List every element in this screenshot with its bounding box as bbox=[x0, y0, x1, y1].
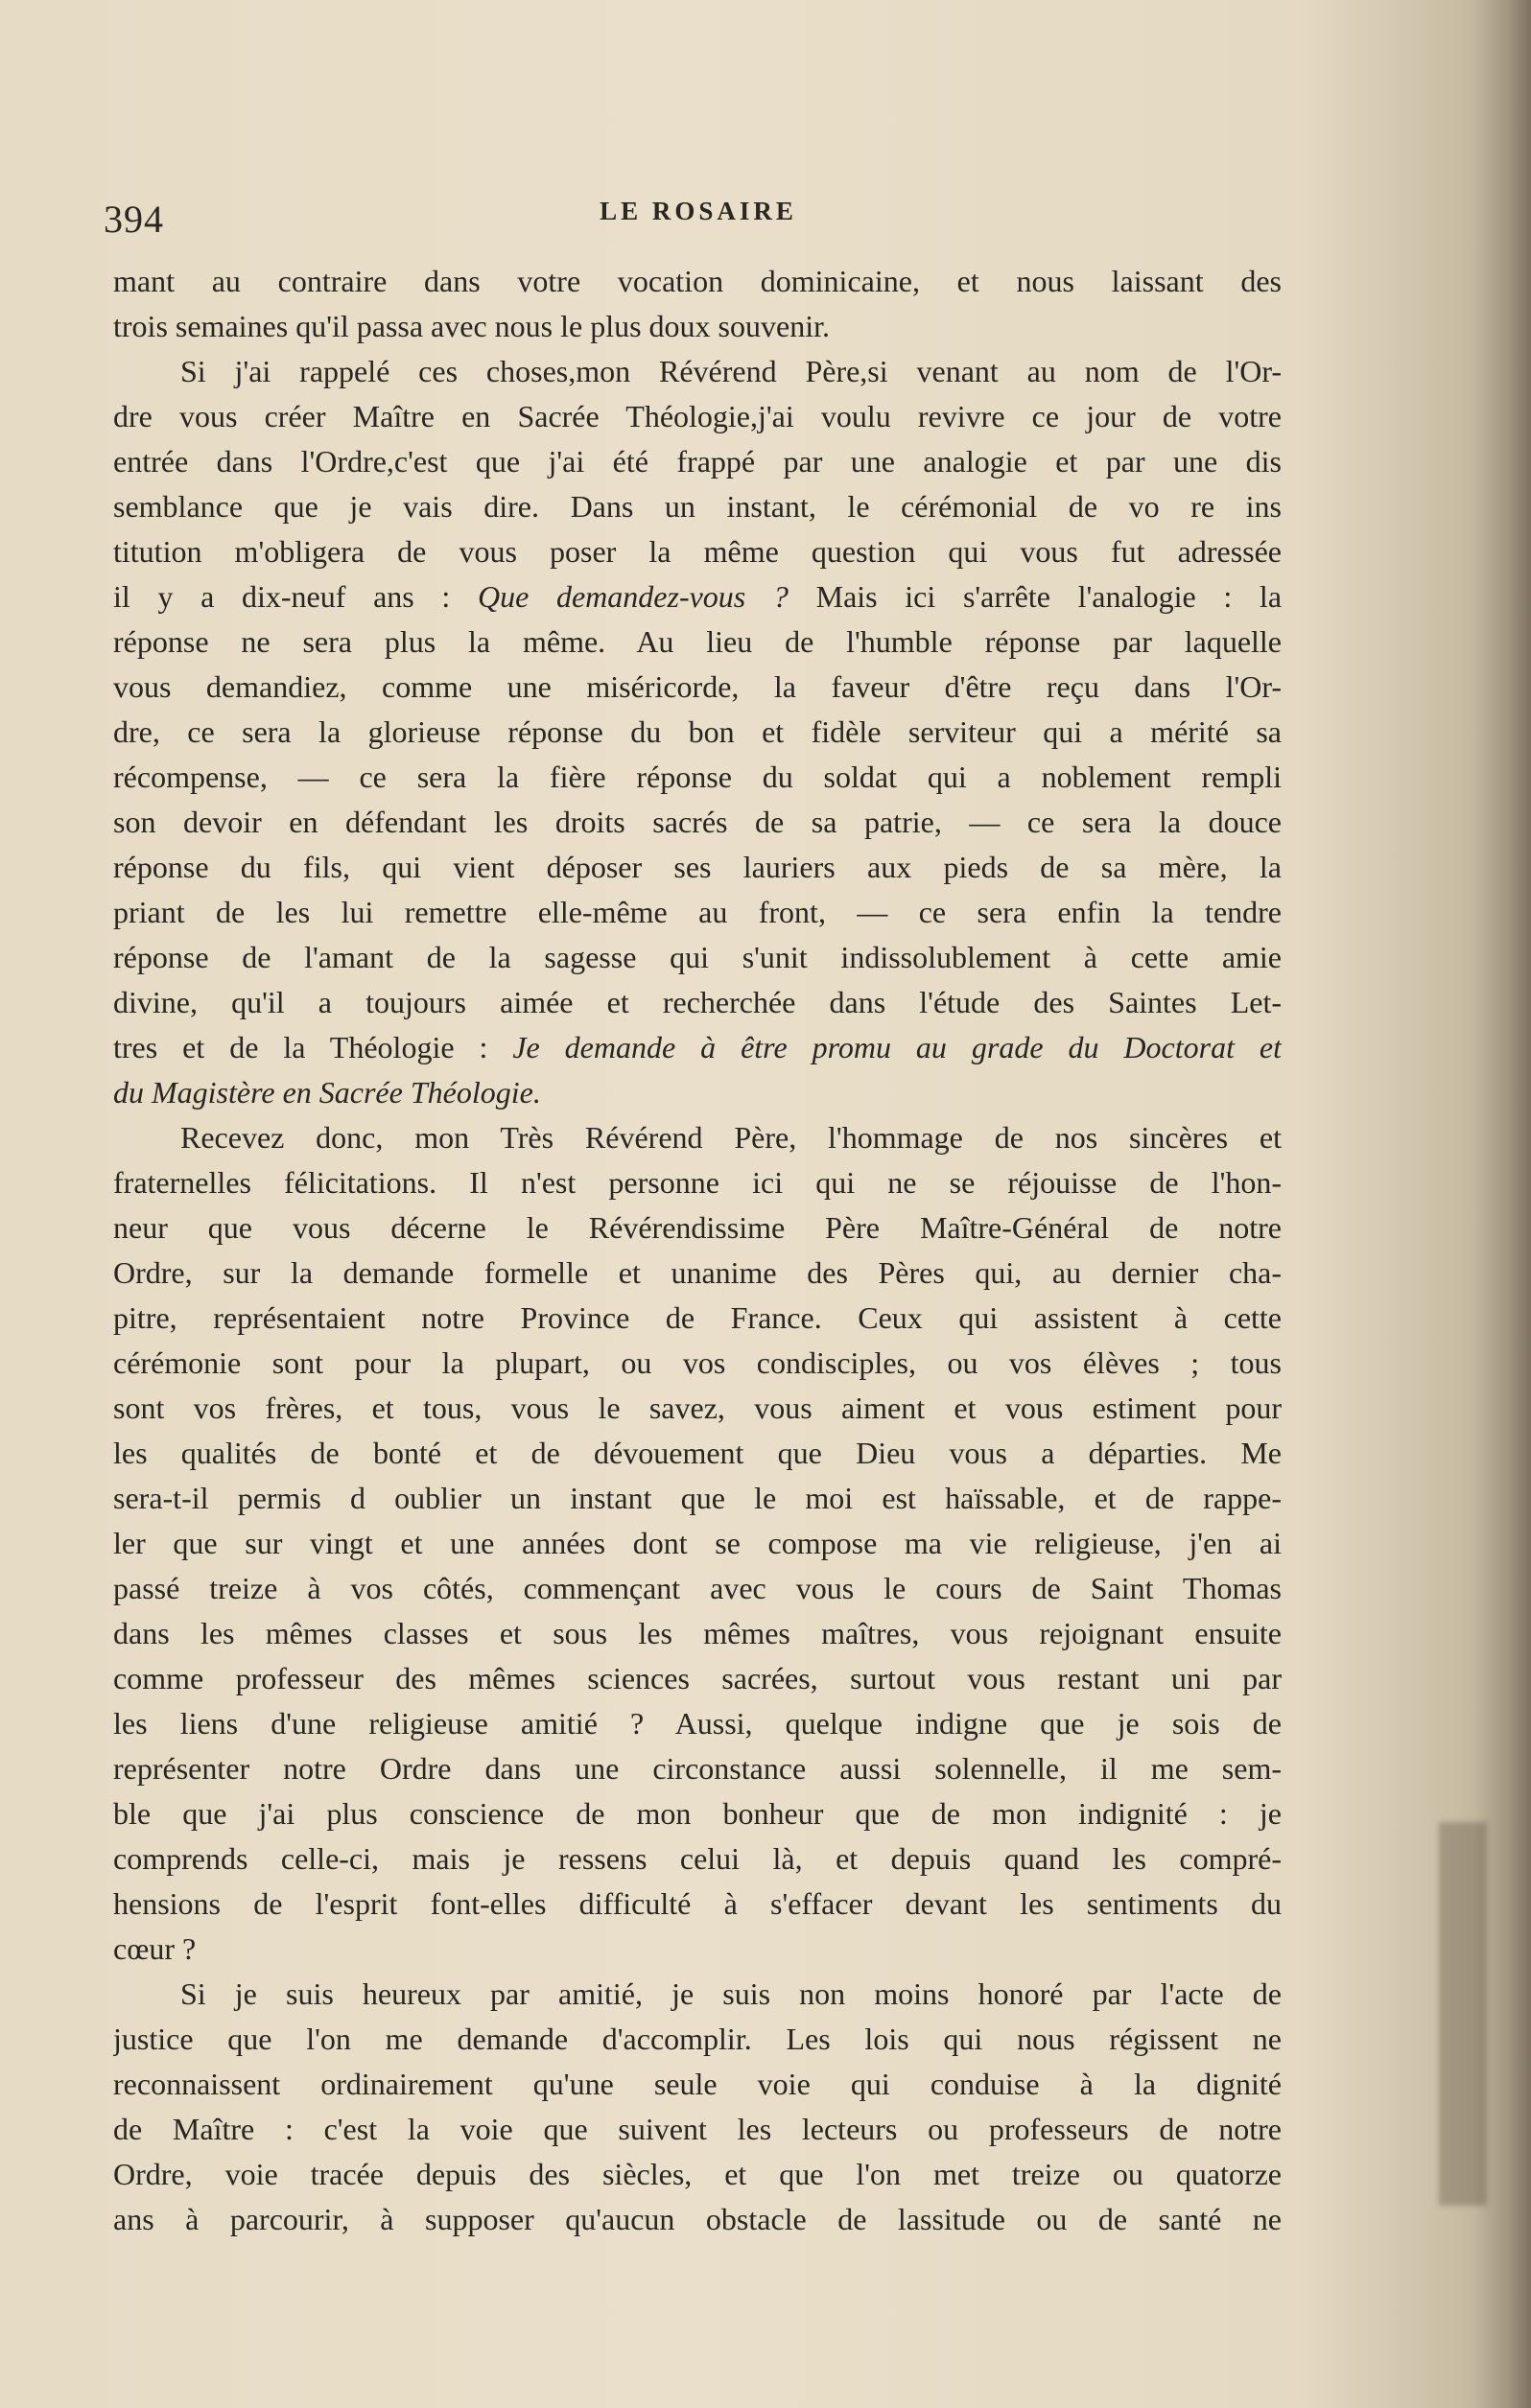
text-line: réponse ne sera plus la même. Au lieu de l'humble réponse par laquelle bbox=[113, 624, 1282, 659]
text-line: justice que l'on me demande d'accomplir. Les lois qui nous régissent ne bbox=[113, 2022, 1282, 2056]
text-segment: Mais ici s'arrête l'analogie : la bbox=[788, 579, 1282, 614]
text-line: les qualités de bonté et de dévouement que Dieu vous a départies. Me bbox=[113, 1436, 1282, 1470]
text-segment: tres et de la Théologie : bbox=[113, 1030, 513, 1064]
text-line: représenter notre Ordre dans une circonstance aussi solennelle, il me sem- bbox=[113, 1751, 1282, 1786]
text-line: dans les mêmes classes et sous les mêmes maîtres, vous rejoignant ensuite bbox=[113, 1616, 1282, 1650]
page-binding-shadow bbox=[1439, 1822, 1487, 2206]
text-line: fraternelles félicitations. Il n'est personne ici qui ne se réjouisse de l'hon- bbox=[113, 1165, 1282, 1200]
text-line: ble que j'ai plus conscience de mon bonheur que de mon indignité : je bbox=[113, 1796, 1282, 1831]
text-line: vous demandiez, comme une miséricorde, la faveur d'être reçu dans l'Or- bbox=[113, 669, 1282, 704]
text-line: hensions de l'esprit font-elles difficulté à s'effacer devant les sentiments du bbox=[113, 1886, 1282, 1921]
text-line: son devoir en défendant les droits sacrés de sa patrie, — ce sera la douce bbox=[113, 805, 1282, 839]
text-line: divine, qu'il a toujours aimée et recherchée dans l'étude des Saintes Let- bbox=[113, 985, 1282, 1019]
text-line: semblance que je vais dire. Dans un instant, le cérémonial de vo re ins bbox=[113, 489, 1282, 524]
text-line: entrée dans l'Ordre,c'est que j'ai été frappé par une analogie et par une dis bbox=[113, 444, 1282, 479]
text-line: les liens d'une religieuse amitié ? Aussi, quelque indigne que je sois de bbox=[113, 1706, 1282, 1741]
text-line: dre vous créer Maître en Sacrée Théologie,j'ai voulu revivre ce jour de votre bbox=[113, 399, 1282, 433]
text-line: cérémonie sont pour la plupart, ou vos condisciples, ou vos élèves ; tous bbox=[113, 1345, 1282, 1380]
text-line: cœur ? bbox=[113, 1931, 197, 1966]
text-line: récompense, — ce sera la fière réponse du soldat qui a noblement rempli bbox=[113, 760, 1282, 794]
text-line: pitre, représentaient notre Province de France. Ceux qui assistent à cette bbox=[113, 1300, 1282, 1335]
text-line: trois semaines qu'il passa avec nous le plus doux souvenir. bbox=[113, 309, 830, 343]
text-line: passé treize à vos côtés, commençant avec vous le cours de Saint Thomas bbox=[113, 1571, 1282, 1605]
text-line-with-italic bbox=[113, 1025, 1282, 1070]
paragraph-start-line: Si j'ai rappelé ces choses,mon Révérend Père,si venant au nom de l'Or- bbox=[180, 354, 1282, 388]
page-number: 394 bbox=[104, 198, 164, 241]
text-line: ler que sur vingt et une années dont se compose ma vie religieuse, j'en ai bbox=[113, 1526, 1282, 1560]
text-line: de Maître : c'est la voie que suivent les lecteurs ou professeurs de notre bbox=[113, 2112, 1282, 2146]
italic-quote: Je demande à être promu au grade du Doctorat et bbox=[512, 1030, 1282, 1064]
text-line: réponse de l'amant de la sagesse qui s'unit indissolublement à cette amie bbox=[113, 940, 1282, 974]
page-header bbox=[104, 197, 1293, 254]
text-line: reconnaissent ordinairement qu'une seule voie qui conduise à la dignité bbox=[113, 2067, 1282, 2101]
text-line: dre, ce sera la glorieuse réponse du bon et fidèle serviteur qui a mérité sa bbox=[113, 714, 1282, 749]
text-line: titution m'obligera de vous poser la même question qui vous fut adressée bbox=[113, 534, 1282, 569]
paragraph-start-line: Si je suis heureux par amitié, je suis non moins honoré par l'acte de bbox=[180, 1976, 1282, 2011]
text-line: comme professeur des mêmes sciences sacrées, surtout vous restant uni par bbox=[113, 1661, 1282, 1695]
text-line: neur que vous décerne le Révérendissime Père Maître-Général de notre bbox=[113, 1210, 1282, 1245]
text-line: ans à parcourir, à supposer qu'aucun obstacle de lassitude ou de santé ne bbox=[113, 2202, 1282, 2236]
body-text bbox=[113, 259, 1282, 2242]
text-line: Ordre, voie tracée depuis des siècles, et que l'on met treize ou quatorze bbox=[113, 2157, 1282, 2191]
text-line: sera-t-il permis d oublier un instant que le moi est haïssable, et de rappe- bbox=[113, 1481, 1282, 1515]
text-line: Ordre, sur la demande formelle et unanime des Pères qui, au dernier cha- bbox=[113, 1255, 1282, 1290]
text-line: mant au contraire dans votre vocation dominicaine, et nous laissant des bbox=[113, 264, 1282, 298]
text-line: priant de les lui remettre elle-même au front, — ce sera enfin la tendre bbox=[113, 895, 1282, 929]
text-line: sont vos frères, et tous, vous le savez, vous aiment et vous estiment pour bbox=[113, 1391, 1282, 1425]
paragraph-start-line: Recevez donc, mon Très Révérend Père, l'hommage de nos sincères et bbox=[180, 1120, 1282, 1155]
italic-quote-end: du Magistère en Sacrée Théologie. bbox=[113, 1075, 541, 1110]
text-line: réponse du fils, qui vient déposer ses lauriers aux pieds de sa mère, la bbox=[113, 850, 1282, 884]
text-line: comprends celle-ci, mais je ressens celui là, et depuis quand les compré- bbox=[113, 1841, 1282, 1876]
italic-question: Que demandez-vous ? bbox=[477, 579, 789, 614]
text-segment: il y a dix-neuf ans : bbox=[113, 579, 478, 614]
running-title: LE ROSAIRE bbox=[600, 197, 797, 225]
text-line-with-italic bbox=[113, 574, 1282, 620]
